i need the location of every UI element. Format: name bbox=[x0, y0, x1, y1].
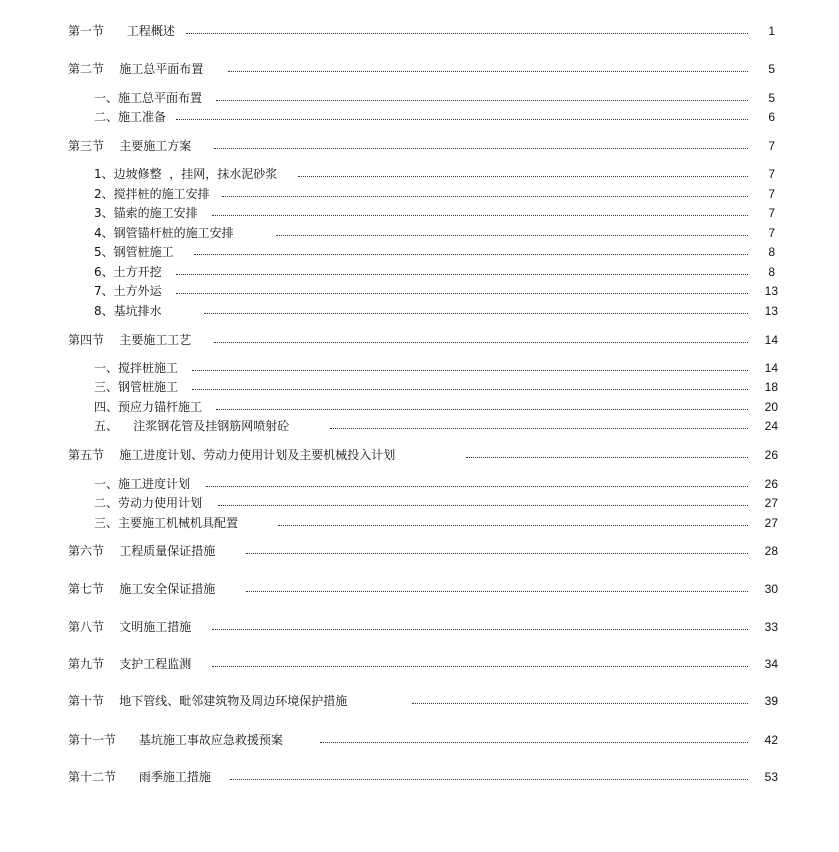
toc-label: 一、施工进度计划 bbox=[94, 477, 191, 491]
toc-page-number: 30 bbox=[764, 582, 778, 596]
toc-entry-6[interactable] bbox=[94, 165, 777, 183]
dot-leader bbox=[246, 553, 748, 554]
toc-entry-26[interactable] bbox=[68, 655, 780, 673]
toc-label: 第四节 主要施工工艺 bbox=[68, 333, 192, 347]
toc-page-number: 26 bbox=[764, 448, 778, 462]
toc-entry-28[interactable] bbox=[68, 731, 780, 749]
toc-label: 第二节 施工总平面布置 bbox=[68, 62, 204, 76]
dot-leader bbox=[212, 215, 748, 216]
toc-entry-7[interactable] bbox=[94, 185, 777, 203]
dot-leader bbox=[206, 486, 748, 487]
toc-page-number: 27 bbox=[764, 496, 778, 510]
toc-page-number: 34 bbox=[764, 657, 778, 671]
toc-label: 5、钢管桩施工 bbox=[94, 245, 174, 259]
toc-entry-23[interactable] bbox=[68, 542, 780, 560]
dot-leader bbox=[212, 666, 748, 667]
dot-leader bbox=[222, 196, 748, 197]
toc-entry-4[interactable] bbox=[94, 108, 777, 126]
dot-leader bbox=[330, 428, 748, 429]
toc-page-number: 14 bbox=[764, 361, 778, 375]
toc-label: 第九节 支护工程监测 bbox=[68, 657, 192, 671]
toc-label: 一、施工总平面布置 bbox=[94, 91, 203, 105]
toc-label: 1、边坡修整 ，挂网，抹水泥砂浆 bbox=[94, 167, 278, 181]
dot-leader bbox=[214, 148, 748, 149]
toc-entry-9[interactable] bbox=[94, 224, 777, 242]
toc-label: 8、基坑排水 bbox=[94, 304, 162, 318]
toc-label: 2、搅拌桩的施工安排 bbox=[94, 187, 210, 201]
toc-page-number: 7 bbox=[768, 226, 775, 240]
toc-page-number: 8 bbox=[768, 265, 775, 279]
toc-entry-14[interactable] bbox=[68, 331, 780, 349]
dot-leader bbox=[278, 525, 748, 526]
toc-entry-21[interactable] bbox=[94, 494, 780, 512]
toc-entry-3[interactable] bbox=[94, 89, 777, 107]
toc-entry-16[interactable] bbox=[94, 378, 780, 396]
toc-page-number: 13 bbox=[764, 304, 778, 318]
toc-entry-22[interactable] bbox=[94, 514, 780, 532]
toc-label: 二、施工准备 bbox=[94, 110, 167, 124]
dot-leader bbox=[216, 100, 748, 101]
toc-label: 三、主要施工机械机具配置 bbox=[94, 516, 239, 530]
dot-leader bbox=[192, 370, 748, 371]
toc-label: 第十一节 基坑施工事故应急救援预案 bbox=[68, 733, 283, 747]
dot-leader bbox=[204, 313, 748, 314]
toc-label: 三、钢管桩施工 bbox=[94, 380, 179, 394]
toc-label: 五、 注浆钢花管及挂钢筋网喷射砼 bbox=[94, 419, 290, 433]
dot-leader bbox=[176, 293, 748, 294]
toc-label: 第五节 施工进度计划、劳动力使用计划及主要机械投入计划 bbox=[68, 448, 396, 462]
toc-page-number: 27 bbox=[764, 516, 778, 530]
toc-page-number: 6 bbox=[768, 110, 775, 124]
toc-entry-10[interactable] bbox=[94, 243, 777, 261]
toc-page-number: 53 bbox=[764, 770, 778, 784]
dot-leader bbox=[216, 409, 748, 410]
toc-label: 4、钢管锚杆桩的施工安排 bbox=[94, 226, 234, 240]
dot-leader bbox=[192, 389, 748, 390]
toc-label: 7、土方外运 bbox=[94, 284, 162, 298]
toc-label: 四、预应力锚杆施工 bbox=[94, 400, 203, 414]
toc-page-number: 28 bbox=[764, 544, 778, 558]
toc-label: 二、劳动力使用计划 bbox=[94, 496, 203, 510]
toc-page-number: 13 bbox=[764, 284, 778, 298]
toc-entry-15[interactable] bbox=[94, 359, 780, 377]
toc-entry-5[interactable] bbox=[68, 137, 777, 155]
toc-entry-27[interactable] bbox=[68, 692, 780, 710]
toc-page-number: 5 bbox=[768, 91, 775, 105]
dot-leader bbox=[298, 176, 748, 177]
toc-label: 第三节 主要施工方案 bbox=[68, 139, 192, 153]
toc-label: 6、土方开挖 bbox=[94, 265, 162, 279]
toc-page-number: 24 bbox=[764, 419, 778, 433]
toc-label: 第七节 施工安全保证措施 bbox=[68, 582, 216, 596]
toc-entry-20[interactable] bbox=[94, 475, 780, 493]
dot-leader bbox=[246, 591, 748, 592]
toc-entry-19[interactable] bbox=[68, 446, 780, 464]
toc-label: 第六节 工程质量保证措施 bbox=[68, 544, 216, 558]
toc-entry-24[interactable] bbox=[68, 580, 780, 598]
toc-page-number: 8 bbox=[768, 245, 775, 259]
toc-entry-8[interactable] bbox=[94, 204, 777, 222]
toc-entry-13[interactable] bbox=[94, 302, 780, 320]
dot-leader bbox=[194, 254, 748, 255]
dot-leader bbox=[176, 119, 748, 120]
toc-page-number: 20 bbox=[764, 400, 778, 414]
toc-page-number: 7 bbox=[768, 206, 775, 220]
toc-entry-18[interactable] bbox=[94, 417, 780, 435]
toc-entry-17[interactable] bbox=[94, 398, 780, 416]
dot-leader bbox=[186, 33, 748, 34]
toc-page-number: 26 bbox=[764, 477, 778, 491]
toc-label: 一、搅拌桩施工 bbox=[94, 361, 179, 375]
toc-entry-11[interactable] bbox=[94, 263, 777, 281]
toc-label: 第八节 文明施工措施 bbox=[68, 620, 192, 634]
toc-page-number: 7 bbox=[768, 187, 775, 201]
dot-leader bbox=[214, 342, 748, 343]
toc-page-number: 18 bbox=[764, 380, 778, 394]
toc-page-number: 1 bbox=[768, 24, 775, 38]
dot-leader bbox=[218, 505, 748, 506]
toc-label: 第一节 工程概述 bbox=[68, 24, 175, 38]
toc-label: 第十二节 雨季施工措施 bbox=[68, 770, 211, 784]
toc-entry-1[interactable] bbox=[68, 22, 777, 40]
dot-leader bbox=[212, 629, 748, 630]
toc-page-number: 39 bbox=[764, 694, 778, 708]
toc-label: 第十节 地下管线、毗邻建筑物及周边环境保护措施 bbox=[68, 694, 348, 708]
toc-page-number: 14 bbox=[764, 333, 778, 347]
toc-page-number: 33 bbox=[764, 620, 778, 634]
dot-leader bbox=[412, 703, 748, 704]
dot-leader bbox=[230, 779, 748, 780]
toc-entry-25[interactable] bbox=[68, 618, 780, 636]
dot-leader bbox=[176, 274, 748, 275]
dot-leader bbox=[276, 235, 748, 236]
toc-page-number: 5 bbox=[768, 62, 775, 76]
toc-page-number: 7 bbox=[768, 167, 775, 181]
toc-page-number: 7 bbox=[768, 139, 775, 153]
toc-entry-12[interactable] bbox=[94, 282, 780, 300]
toc-entry-29[interactable] bbox=[68, 768, 780, 786]
dot-leader bbox=[320, 742, 748, 743]
toc-entry-2[interactable] bbox=[68, 60, 777, 78]
dot-leader bbox=[466, 457, 748, 458]
dot-leader bbox=[228, 71, 748, 72]
toc-label: 3、锚索的施工安排 bbox=[94, 206, 198, 220]
toc-page-number: 42 bbox=[764, 733, 778, 747]
